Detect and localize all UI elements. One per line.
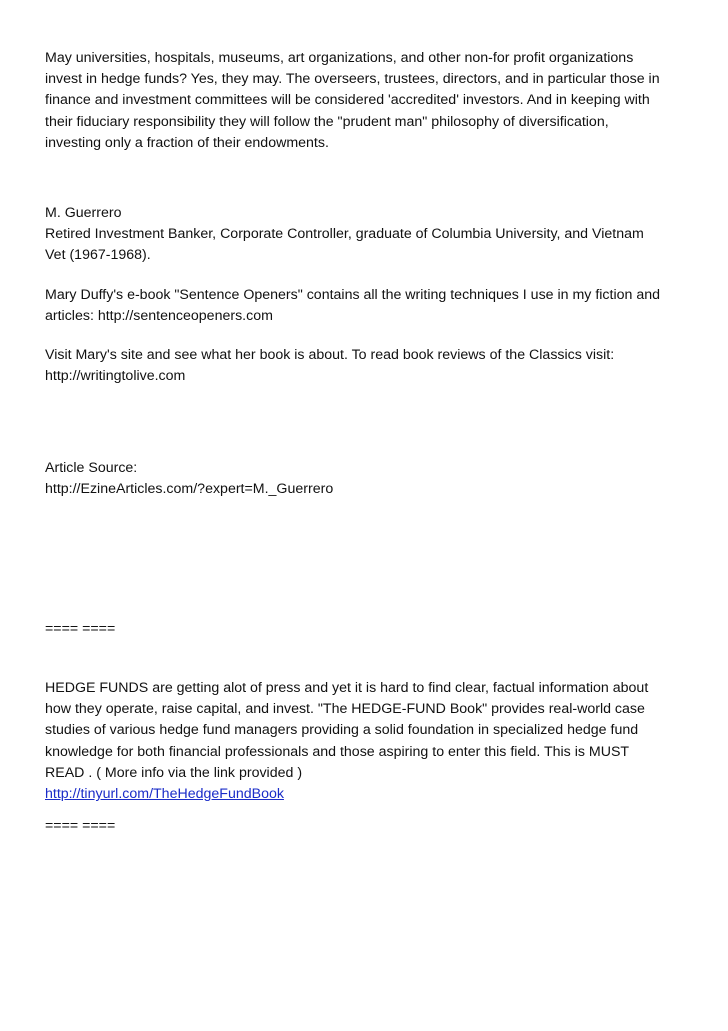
article-source-block (45, 458, 695, 500)
author-name: M. Guerrero (45, 205, 122, 221)
author-block (45, 203, 695, 267)
ebook-line: articles: http://sentenceopeners.com (45, 308, 273, 325)
intro-line: their fiduciary responsibility they will follow the "prudent man" philosophy of diversification, (45, 113, 609, 130)
ebook-line: Mary Duffy's e-book "Sentence Openers" contains all the writing techniques I use in my fiction and (45, 287, 661, 303)
author-bio-line: Vet (1967-1968). (45, 247, 151, 264)
visit-line: http://writingtolive.com (45, 368, 186, 385)
intro-line: investing only a fraction of their endowments. (45, 134, 329, 151)
promo-line: knowledge for both financial professionals and those aspiring to enter this field. This is MUST (45, 743, 630, 760)
intro-line: invest in hedge funds? Yes, they may. The overseers, trustees, directors, and in particular those in (45, 71, 660, 88)
intro-line: May universities, hospitals, museums, art organizations, and other non-for profit organizations (45, 50, 634, 66)
separator-top (45, 619, 695, 640)
hedge-fund-book-link[interactable]: http://tinyurl.com/TheHedgeFundBook (45, 786, 284, 803)
separator-text: ==== ==== (45, 621, 116, 637)
promo-line: READ . ( More info via the link provided ) (45, 764, 303, 781)
visit-line: Visit Mary's site and see what her book is about. To read book reviews of the Classics visit: (45, 347, 615, 363)
promo-paragraph (45, 678, 695, 805)
promo-line: studies of various hedge fund managers providing a solid foundation in specialized hedge fund (45, 722, 639, 739)
promo-line: HEDGE FUNDS are getting alot of press and yet it is hard to find clear, factual information about (45, 680, 649, 696)
separator-text: ==== ==== (45, 818, 116, 834)
intro-paragraph (45, 48, 695, 154)
ebook-paragraph (45, 285, 695, 327)
article-source-label: Article Source: (45, 460, 138, 476)
article-source-url: http://EzineArticles.com/?expert=M._Guerrero (45, 481, 334, 498)
separator-bottom (45, 816, 695, 837)
intro-line: finance and investment committees will be considered 'accredited' investors. And in keeping with (45, 92, 650, 109)
author-bio-line: Retired Investment Banker, Corporate Controller, graduate of Columbia University, and Vietnam (45, 226, 644, 243)
promo-line: how they operate, raise capital, and invest. "The HEDGE-FUND Book" provides real-world case (45, 701, 645, 718)
visit-paragraph (45, 345, 695, 387)
